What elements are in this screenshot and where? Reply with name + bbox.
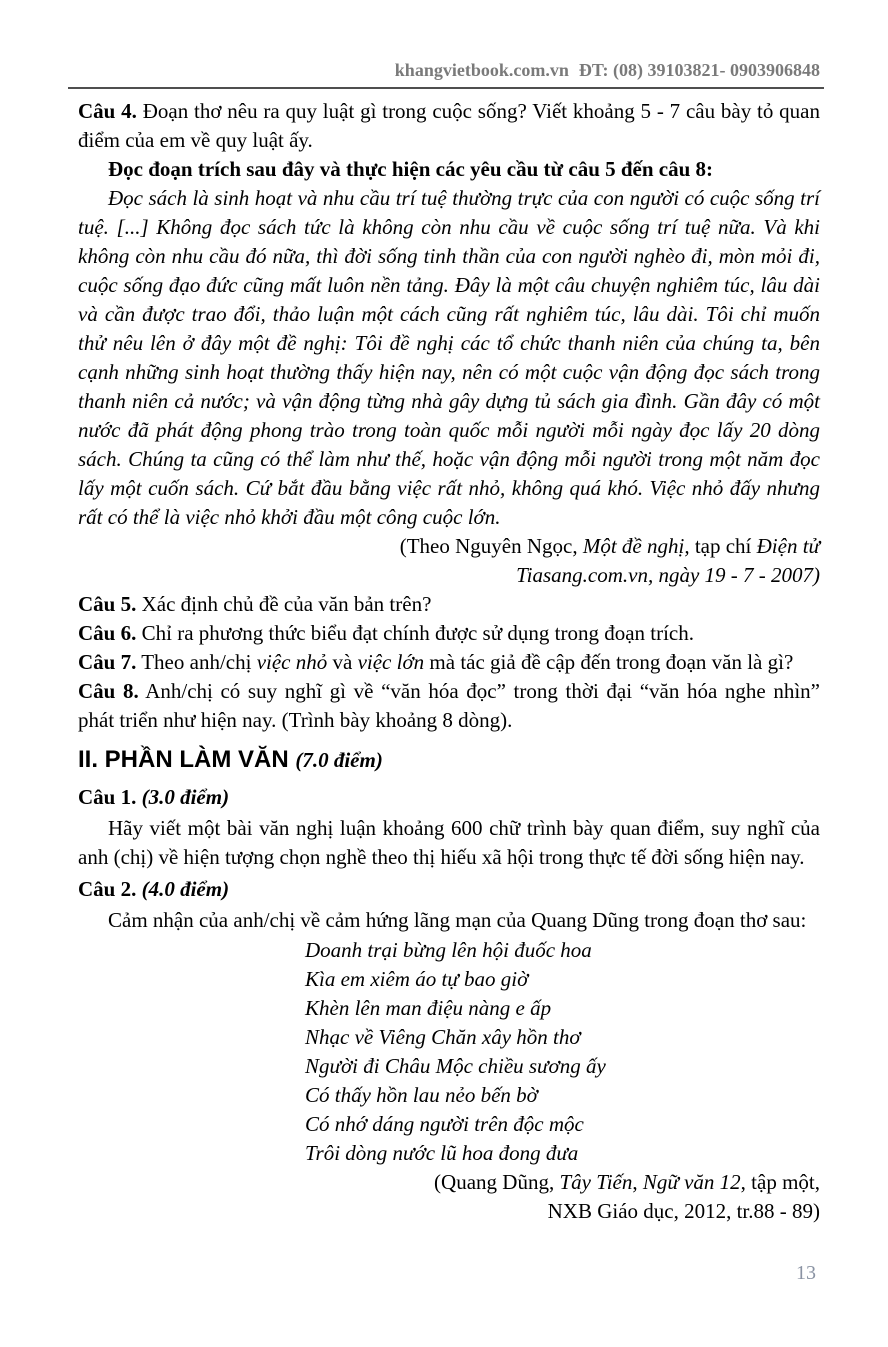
poem bbox=[305, 936, 820, 1168]
passage-citation-line-2: Tiasang.com.vn, ngày 19 - 7 - 2007) bbox=[516, 563, 820, 587]
essay-2-points: (4.0 điểm) bbox=[141, 877, 230, 901]
question-4-label: Câu 4. bbox=[78, 99, 137, 123]
page-number: 13 bbox=[796, 1262, 816, 1284]
essay-1-prompt: Hãy viết một bài văn nghị luận khoảng 600 chữ trình bày quan điểm, suy nghĩ của anh (chị) về hiện tượng chọn nghề theo thị hiếu xã hội trong thực tế đời sống hiện nay. bbox=[78, 816, 820, 869]
question-5 bbox=[78, 590, 820, 619]
question-7 bbox=[78, 648, 820, 677]
citation-text: (Theo Nguyên Ngọc, bbox=[399, 534, 583, 558]
poem-line: Nhạc về Viêng Chăn xây hồn thơ bbox=[305, 1025, 581, 1049]
poem-citation-line-1 bbox=[78, 1168, 820, 1197]
citation-work-title: Một đề nghị, bbox=[582, 534, 690, 558]
passage-citation bbox=[78, 532, 820, 590]
section-title: II. PHẦN LÀM VĂN bbox=[78, 746, 296, 773]
passage-citation-line-1 bbox=[78, 532, 820, 561]
citation-text: (Quang Dũng, bbox=[434, 1170, 560, 1194]
question-4 bbox=[78, 97, 820, 155]
citation-book-title: Ngữ văn 12 bbox=[642, 1170, 741, 1194]
question-8-text: Anh/chị có suy nghĩ gì về “văn hóa đọc” trong thời đại “văn hóa nghe nhìn” phát triển như hiện nay. (Trình bày khoảng 8 dòng). bbox=[78, 679, 820, 732]
header-divider bbox=[68, 87, 824, 89]
section-points: (7.0 điểm) bbox=[295, 748, 383, 772]
citation-text: , tập một, bbox=[740, 1170, 820, 1194]
page-header bbox=[78, 60, 820, 81]
citation-journal: Điện tử bbox=[756, 534, 820, 558]
poem-line: Kìa em xiêm áo tự bao giờ bbox=[305, 967, 529, 991]
poem-line: Trôi dòng nước lũ hoa đong đưa bbox=[305, 1141, 579, 1165]
question-7-text: Theo anh/chị bbox=[136, 650, 257, 674]
poem-line: Có thấy hồn lau nẻo bến bờ bbox=[305, 1083, 538, 1107]
question-7-label: Câu 7. bbox=[78, 650, 137, 674]
page-content bbox=[78, 97, 820, 1226]
essay-1-label: Câu 1. bbox=[78, 785, 142, 809]
essay-2-prompt: Cảm nhận của anh/chị về cảm hứng lãng mạn của Quang Dũng trong đoạn thơ sau: bbox=[108, 908, 807, 932]
citation-poem-title: Tây Tiến bbox=[559, 1170, 633, 1194]
question-6-label: Câu 6. bbox=[78, 621, 137, 645]
poem-line: Khèn lên man điệu nàng e ấp bbox=[305, 996, 552, 1020]
question-5-text: Xác định chủ đề của văn bản trên? bbox=[136, 592, 432, 616]
question-6 bbox=[78, 619, 820, 648]
poem-line: Doanh trại bừng lên hội đuốc hoa bbox=[305, 938, 592, 962]
section-heading-part-2 bbox=[78, 744, 820, 776]
question-8 bbox=[78, 677, 820, 735]
question-7-text: và bbox=[327, 650, 358, 674]
question-7-text: mà tác giả đề cập đến trong đoạn văn là gì? bbox=[424, 650, 794, 674]
citation-text: tạp chí bbox=[689, 534, 757, 558]
poem-line: Có nhớ dáng người trên độc mộc bbox=[305, 1112, 584, 1136]
poem-line: Người đi Châu Mộc chiều sương ấy bbox=[305, 1054, 606, 1078]
question-7-term-2: việc lớn bbox=[357, 650, 425, 674]
reading-instruction: Đọc đoạn trích sau đây và thực hiện các yêu cầu từ câu 5 đến câu 8: bbox=[108, 157, 714, 181]
essay-question-2-heading bbox=[78, 875, 820, 904]
essay-1-points: (3.0 điểm) bbox=[141, 785, 230, 809]
question-5-label: Câu 5. bbox=[78, 592, 137, 616]
question-4-text: Đoạn thơ nêu ra quy luật gì trong cuộc sống? Viết khoảng 5 - 7 câu bày tỏ quan điểm của em về quy luật ấy. bbox=[78, 99, 820, 152]
essay-question-1-heading bbox=[78, 783, 820, 812]
poem-citation-line-2: NXB Giáo dục, 2012, tr.88 - 89) bbox=[547, 1199, 820, 1223]
question-6-text: Chỉ ra phương thức biểu đạt chính được sử dụng trong đoạn trích. bbox=[136, 621, 694, 645]
essay-2-label: Câu 2. bbox=[78, 877, 142, 901]
header-site-url: khangvietbook.com.vn bbox=[394, 60, 569, 80]
citation-text: , bbox=[632, 1170, 643, 1194]
reading-passage: Đọc sách là sinh hoạt và nhu cầu trí tuệ thường trực của con người có cuộc sống trí tuệ. [...] Không đọc sách tức là không còn nhu cầu về cuộc sống trí tuệ nữa. Và khi không còn nhu cầu đó nữa, thì đời sống tinh thần của con người nghèo đi, mòn mỏi đi, cuộc sống đạo đức cũng mất luôn nền tảng. Đây là một câu chuyện nghiêm túc, lâu dài và cần được trao đổi, thảo luận một cách cũng rất nghiêm túc, lâu dài. Tôi chỉ muốn thử nêu lên ở đây một đề nghị: Tôi đề nghị các tổ chức thanh niên của chúng ta, bên cạnh những sinh hoạt thường thấy hiện nay, nên có một cuộc vận động đọc sách trong thanh niên cả nước; và vận động từng nhà gây dựng tủ sách gia đình. Gần đây có một nước đã phát động phong trào trong toàn quốc mỗi người mỗi ngày đọc lấy 20 dòng sách. Chúng ta cũng có thể làm như thế, hoặc vận động mỗi người trong một năm đọc lấy một cuốn sách. Cứ bắt đầu bằng việc rất nhỏ, không quá khó. Việc nhỏ đấy nhưng rất có thể là việc nhỏ khởi đầu một công cuộc lớn. bbox=[78, 186, 820, 529]
poem-citation bbox=[78, 1168, 820, 1226]
header-phone: ĐT: (08) 39103821- 0903906848 bbox=[578, 60, 820, 80]
question-7-term-1: việc nhỏ bbox=[256, 650, 328, 674]
question-8-label: Câu 8. bbox=[78, 679, 139, 703]
